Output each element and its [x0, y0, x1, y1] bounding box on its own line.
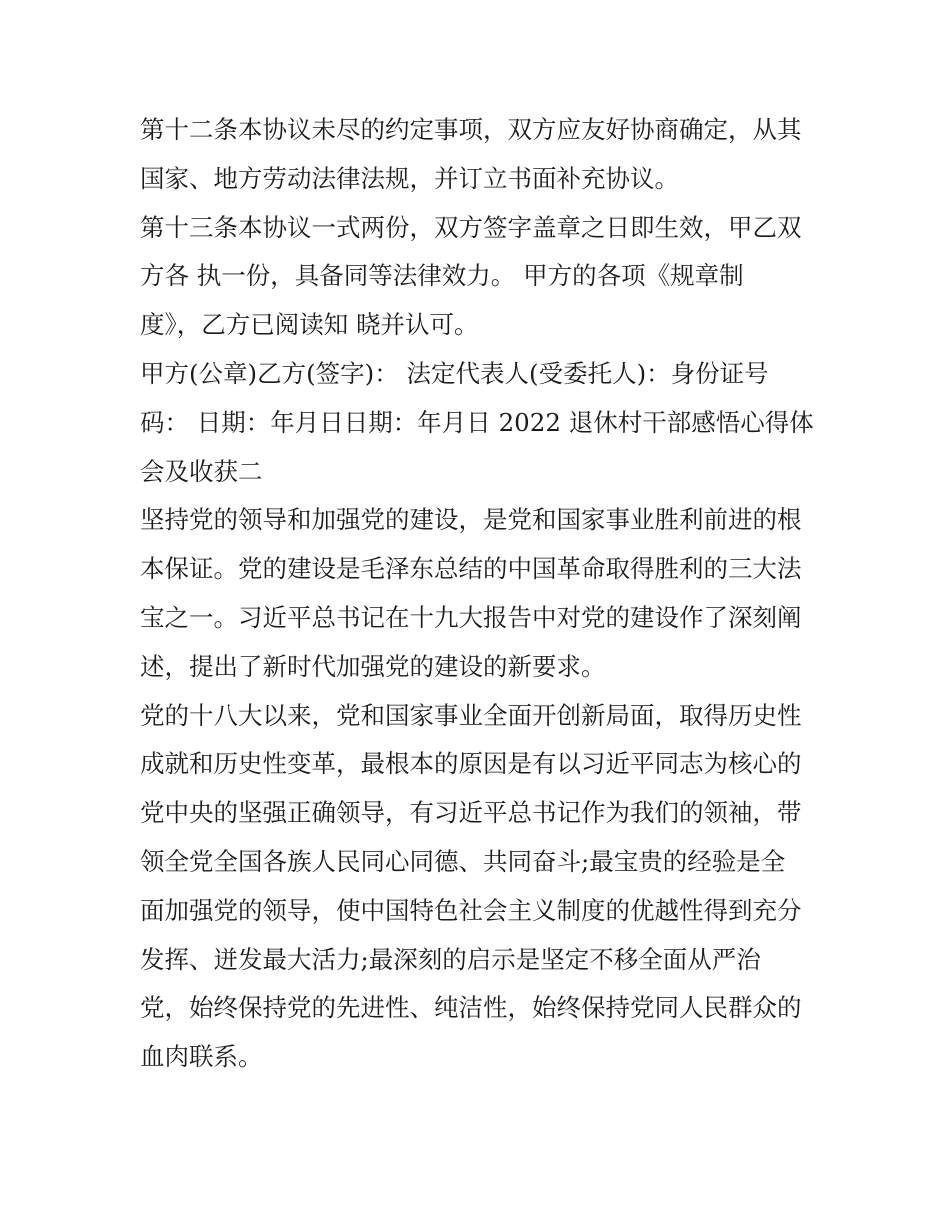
text-line: 第十二条本协议未尽的约定事项，双方应友好协商确定，从其: [140, 115, 802, 144]
text-line: 甲方(公章)乙方(签字)： 法定代表人(受委托人)：身份证号: [140, 358, 769, 388]
text-line: 度》，乙方已阅读知 晓并认可。: [140, 310, 479, 340]
text-line: 成就和历史性变革，最根本的原因是有以习近平同志为核心的: [140, 749, 802, 779]
text-line: 第十三条本协议一式两份，双方签字盖章之日即生效，甲乙双: [140, 212, 802, 242]
text-line: 宝之一。习近平总书记在十九大报告中对党的建设作了深刻阐: [140, 602, 802, 632]
text-line: 党，始终保持党的先进性、纯洁性，始终保持党同人民群众的: [140, 993, 802, 1023]
document-body: [140, 106, 820, 1082]
text-line: 面加强党的领导，使中国特色社会主义制度的优越性得到充分: [140, 895, 802, 925]
text-line: 发挥、迸发最大活力;最深刻的启示是坚定不移全面从严治: [140, 944, 761, 974]
text-line: 坚持党的领导和加强党的建设，是党和国家事业胜利前进的根: [140, 505, 802, 535]
text-line: 领全党全国各族人民同心同德、共同奋斗;最宝贵的经验是全: [140, 846, 786, 876]
text-line: 述，提出了新时代加强党的建设的新要求。: [140, 651, 606, 681]
text-line: 码： 日期：年月日日期：年月日 2022 退休村干部感悟心得体: [140, 407, 814, 437]
text-line: 会及收获二: [140, 456, 263, 486]
text-line: 本保证。党的建设是毛泽东总结的中国革命取得胜利的三大法: [140, 554, 802, 584]
text-line: 血肉联系。: [140, 1042, 263, 1072]
text-line: 方各 执一份，具备同等法律效力。 甲方的各项《规章制: [140, 261, 744, 291]
text-line: 国家、地方劳动法律法规，并订立书面补充协议。: [140, 163, 679, 193]
text-line: 党中央的坚强正确领导，有习近平总书记作为我们的领袖，带: [140, 798, 802, 828]
text-line: 党的十八大以来，党和国家事业全面开创新局面，取得历史性: [140, 700, 802, 730]
